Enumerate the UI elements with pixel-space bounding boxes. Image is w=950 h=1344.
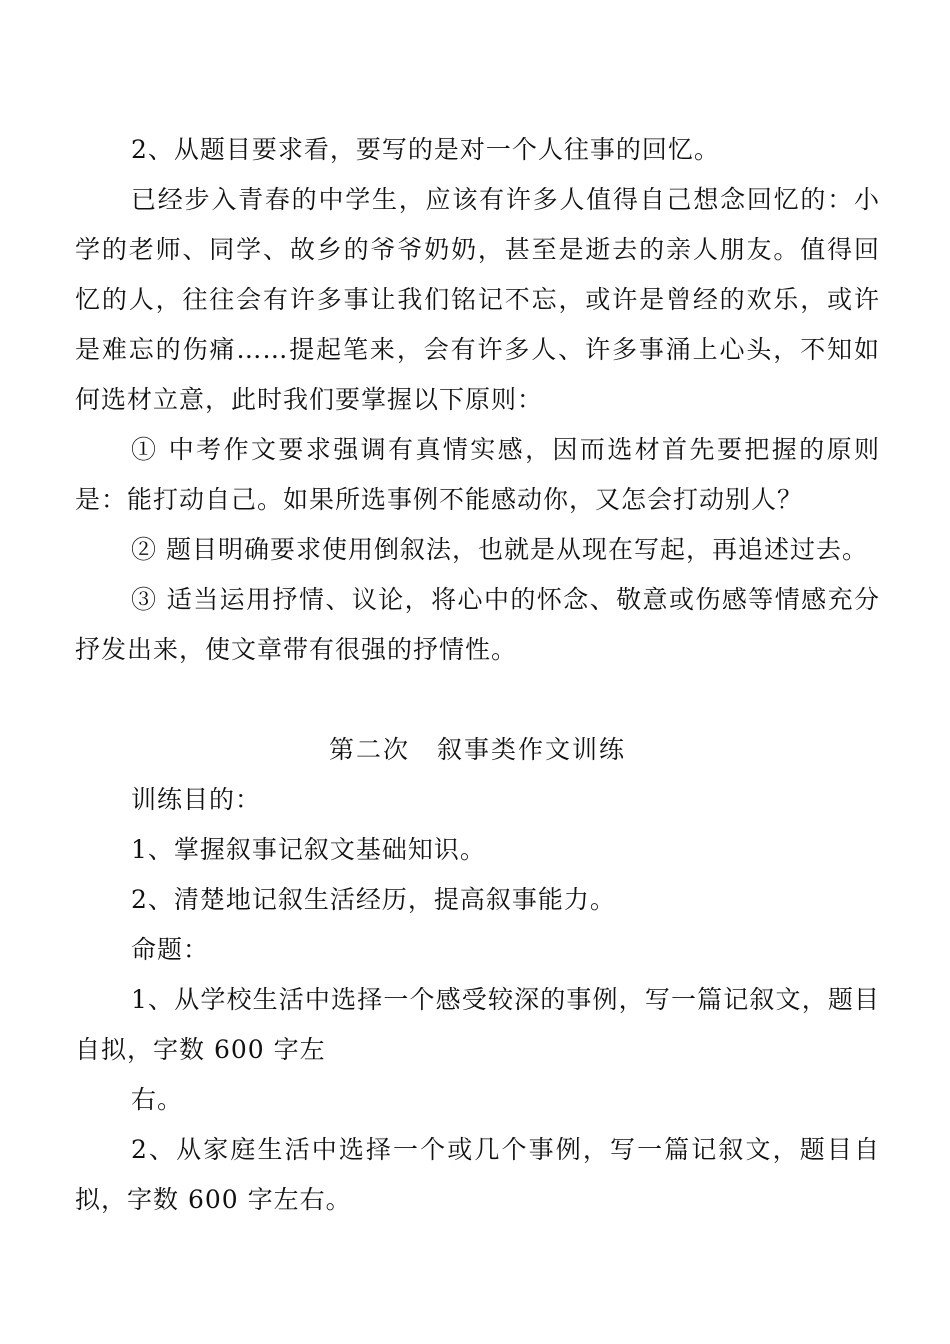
paragraph-topic-1-continued: 右。	[131, 1085, 184, 1114]
section-heading: 第二次 叙事类作文训练	[328, 735, 626, 764]
paragraph-principle-2: ② 题目明确要求使用倒叙法，也就是从现在写起，再追述过去。	[131, 535, 868, 564]
paragraph-topic-1: 1、从学校生活中选择一个感受较深的事例，写一篇记叙文，题目自拟，字数 600 字左	[75, 985, 880, 1064]
paragraph-goal-1: 1、掌握叙事记叙文基础知识。	[131, 835, 486, 864]
paragraph-point-2: 2、从题目要求看，要写的是对一个人往事的回忆。	[131, 135, 720, 164]
paragraph-training-goal-label: 训练目的：	[131, 785, 262, 814]
paragraph-principle-3: ③ 适当运用抒情、议论，将心中的怀念、敬意或伤感等情感充分抒发出来，使文章带有很强的抒情性。	[75, 585, 880, 664]
document-body	[75, 125, 880, 1225]
paragraph-goal-2: 2、清楚地记叙生活经历，提高叙事能力。	[131, 885, 616, 914]
paragraph-intro: 已经步入青春的中学生，应该有许多人值得自己想念回忆的：小学的老师、同学、故乡的爷爷奶奶，甚至是逝去的亲人朋友。值得回忆的人，往往会有许多事让我们铭记不忘，或许是曾经的欢乐，或许是难忘的伤痛……提起笔来，会有许多人、许多事涌上心头，不知如何选材立意，此时我们要掌握以下原则：	[75, 185, 880, 414]
paragraph-topic-2: 2、从家庭生活中选择一个或几个事例，写一篇记叙文，题目自拟，字数 600 字左右。	[75, 1135, 880, 1214]
paragraph-topic-label: 命题：	[131, 935, 210, 964]
section-spacer	[75, 675, 880, 725]
paragraph-principle-1: ① 中考作文要求强调有真情实感，因而选材首先要把握的原则是：能打动自己。如果所选事例不能感动你，又怎会打动别人？	[75, 435, 880, 514]
